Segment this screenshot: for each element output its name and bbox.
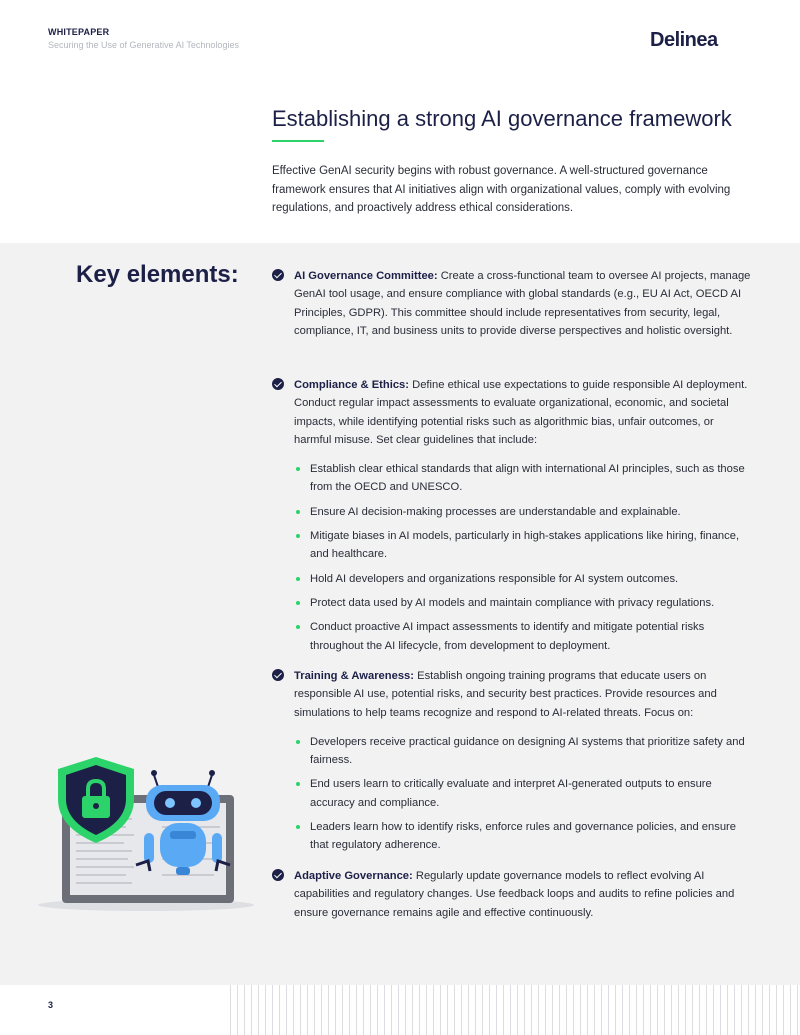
doc-type-label: WHITEPAPER [48, 27, 110, 37]
list-item: Leaders learn how to identify risks, enforce rules and governance policies, and ensure that regulatory adherence. [294, 818, 752, 855]
key-elements-heading: Key elements: [76, 261, 239, 288]
section-body: Regularly update governance models to reflect evolving AI capabilities and regulatory changes. Use feedback loops and audits to refine policies and ensure governance remains agile and effective continuously. [294, 870, 735, 919]
page-number: 3 [48, 1000, 54, 1010]
list-item: Protect data used by AI models and maintain compliance with privacy regulations. [294, 594, 752, 612]
section-training-awareness [272, 667, 752, 861]
decorative-stripes [230, 985, 800, 1035]
page-footer [0, 985, 800, 1035]
section-term: Training & Awareness: [294, 670, 414, 682]
list-item: Developers receive practical guidance on designing AI systems that prioritize safety and fairness. [294, 733, 752, 770]
section-term: Adaptive Governance: [294, 870, 413, 882]
check-circle-icon [272, 269, 284, 281]
delinea-logo: Delinea [650, 29, 718, 51]
training-bullet-list [294, 733, 752, 855]
ethics-bullet-list [294, 460, 752, 655]
section-governance-committee [272, 267, 752, 340]
page-title: Establishing a strong AI governance framework [272, 106, 732, 131]
check-circle-icon [272, 669, 284, 681]
title-underline [272, 140, 324, 142]
robot-shield-illustration [36, 753, 256, 913]
section-compliance-ethics [272, 376, 752, 661]
section-text [294, 667, 752, 722]
section-term: AI Governance Committee: [294, 270, 438, 282]
list-item: Establish clear ethical standards that align with international AI principles, such as those from the OECD and UNESCO. [294, 460, 752, 497]
key-elements-panel [0, 243, 800, 985]
page-header [0, 0, 800, 243]
section-adaptive-governance [272, 867, 752, 922]
section-text [294, 267, 752, 340]
section-body: Create a cross-functional team to oversee AI projects, manage GenAI tool usage, and ensure compliance with global standards (e.g., EU AI Act, OECD AI Principles, GDPR). This committee should include representatives from security, legal, compliance, IT, and business units to provide diverse perspectives and holistic oversight. [294, 270, 751, 337]
section-body: Define ethical use expectations to guide responsible AI deployment. Conduct regular impact assessments to evaluate organizational, economic, and societal impacts, while identifying potential risks such as algorithmic bias, unfair outcomes, or harmful misuse. Set clear guidelines that include: [294, 379, 748, 446]
list-item: Conduct proactive AI impact assessments to identify and mitigate potential risks throughout the AI lifecycle, from development to deployment. [294, 618, 752, 655]
list-item: Mitigate biases in AI models, particularly in high-stakes applications like hiring, finance, and healthcare. [294, 527, 752, 564]
section-text [294, 867, 752, 922]
section-term: Compliance & Ethics: [294, 379, 410, 391]
check-circle-icon [272, 869, 284, 881]
list-item: Ensure AI decision-making processes are understandable and explainable. [294, 503, 752, 521]
intro-paragraph: Effective GenAI security begins with robust governance. A well-structured governance framework ensures that AI initiatives align with organizational values, comply with evolving regulations, and proactively address ethical considerations. [272, 165, 731, 214]
list-item: End users learn to critically evaluate and interpret AI-generated outputs to ensure accuracy and compliance. [294, 775, 752, 812]
section-body: Establish ongoing training programs that educate users on responsible AI use, potential risks, and security best practices. Provide resources and simulations to help teams recognize and respond to AI-related threats. Focus on: [294, 670, 717, 719]
check-circle-icon [272, 378, 284, 390]
doc-subtitle: Securing the Use of Generative AI Technologies [48, 40, 239, 50]
section-text [294, 376, 752, 449]
list-item: Hold AI developers and organizations responsible for AI system outcomes. [294, 570, 752, 588]
